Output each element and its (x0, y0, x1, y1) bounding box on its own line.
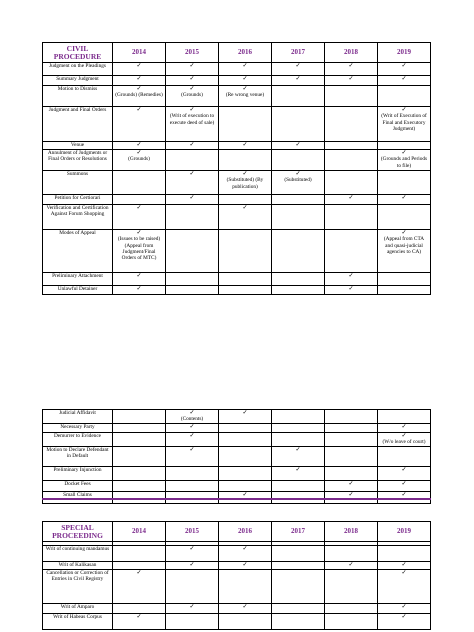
cell-note: (Grounds) (128, 156, 150, 163)
year-cell (325, 562, 378, 570)
year-cell (219, 142, 272, 150)
year-cell (219, 205, 272, 230)
year-cell (378, 491, 431, 499)
year-header: 2016 (219, 522, 272, 542)
row-label: Small Claims (43, 491, 113, 499)
table-row (43, 63, 431, 76)
checkmark-icon: ✓ (189, 562, 195, 568)
section-divider (43, 499, 431, 504)
checkmark-icon: ✓ (136, 286, 142, 292)
year-cell (113, 86, 166, 107)
cell-note: (Grounds and Periods to file) (380, 156, 428, 169)
year-cell (166, 63, 219, 76)
checkmark-icon: ✓ (136, 142, 142, 148)
year-cell (272, 150, 325, 171)
year-cell (166, 195, 219, 205)
checkmark-icon: ✓ (348, 195, 354, 201)
row-label: Cancellation or Correction of Entries in Civil Registry (43, 570, 113, 604)
year-cell (113, 424, 166, 433)
year-cell (378, 614, 431, 630)
checkmark-icon: ✓ (189, 142, 195, 148)
year-cell (272, 205, 325, 230)
year-cell (325, 171, 378, 195)
row-label: Motion to Declare Defendant in Default (43, 446, 113, 466)
checkmark-icon: ✓ (242, 205, 248, 211)
year-cell (113, 76, 166, 86)
table-row (43, 107, 431, 142)
cell-note: (Writ of execution to execute deed of sale) (169, 113, 215, 126)
checkmark-icon: ✓ (348, 76, 354, 82)
row-label: Petition for Certiorari (43, 195, 113, 205)
cell-note: (Grounds) (Remedies) (115, 92, 163, 99)
year-cell (272, 107, 325, 142)
year-cell (166, 446, 219, 466)
year-cell (113, 195, 166, 205)
cell-note: (Appeal from CTA and quasi-judicial agencies to CA) (383, 236, 425, 255)
checkmark-icon: ✓ (242, 171, 248, 177)
checkmark-icon: ✓ (242, 491, 248, 498)
row-label: Writ of Kalikasan (43, 562, 113, 570)
checkmark-icon: ✓ (136, 273, 142, 279)
year-cell (378, 205, 431, 230)
year-cell (219, 171, 272, 195)
checkmark-icon: ✓ (189, 107, 195, 113)
checkmark-icon: ✓ (242, 410, 248, 416)
civil-procedure-table-continued (42, 409, 431, 504)
year-cell (272, 562, 325, 570)
year-cell (219, 63, 272, 76)
year-cell (219, 195, 272, 205)
year-cell (219, 424, 272, 433)
checkmark-icon: ✓ (295, 446, 301, 453)
checkmark-icon: ✓ (189, 171, 195, 177)
checkmark-icon: ✓ (348, 273, 354, 279)
checkmark-icon: ✓ (295, 466, 301, 473)
table-row (43, 446, 431, 466)
year-cell (272, 433, 325, 447)
row-label: Necessary Party (43, 424, 113, 433)
year-cell (378, 230, 431, 273)
row-label: Venue (43, 142, 113, 150)
year-cell (272, 570, 325, 604)
checkmark-icon: ✓ (401, 195, 407, 201)
checkmark-icon: ✓ (295, 76, 301, 82)
year-cell (378, 410, 431, 424)
row-label: Demurrer to Evidence (43, 433, 113, 447)
year-header: 2014 (113, 522, 166, 542)
checkmark-icon: ✓ (189, 63, 195, 69)
year-cell (325, 546, 378, 562)
year-cell (113, 63, 166, 76)
checkmark-icon: ✓ (136, 86, 142, 92)
row-label: Writ of Habeas Corpus (43, 614, 113, 630)
year-cell (272, 546, 325, 562)
checkmark-icon: ✓ (189, 446, 195, 453)
row-label: Unlawful Detainer (43, 286, 113, 295)
row-label: Docket Fees (43, 480, 113, 491)
checkmark-icon: ✓ (348, 286, 354, 292)
row-label: Modes of Appeal (43, 230, 113, 273)
cell-note: (Grounds) (181, 92, 203, 99)
row-label: Annulment of Judgments or Final Orders or Resolutions (43, 150, 113, 171)
year-cell (166, 142, 219, 150)
table-row (43, 410, 431, 424)
year-cell (113, 433, 166, 447)
checkmark-icon: ✓ (348, 562, 354, 568)
checkmark-icon: ✓ (136, 107, 142, 113)
checkmark-icon: ✓ (295, 171, 301, 177)
year-cell (325, 76, 378, 86)
checkmark-icon: ✓ (348, 491, 354, 498)
row-label: Writ of continuing mandamus (43, 546, 113, 562)
year-cell (219, 410, 272, 424)
checkmark-icon: ✓ (401, 76, 407, 82)
checkmark-icon: ✓ (136, 150, 142, 156)
year-cell (113, 491, 166, 499)
table-row (43, 604, 431, 614)
year-cell (166, 273, 219, 286)
checkmark-icon: ✓ (348, 480, 354, 487)
table-row (43, 491, 431, 499)
year-header: 2019 (378, 522, 431, 542)
checkmark-icon: ✓ (189, 424, 195, 430)
table-row (43, 171, 431, 195)
year-cell (325, 86, 378, 107)
table-row (43, 424, 431, 433)
checkmark-icon: ✓ (242, 546, 248, 552)
year-cell (378, 63, 431, 76)
year-cell (113, 410, 166, 424)
year-header: 2017 (272, 43, 325, 63)
civil-procedure-table (42, 42, 431, 295)
year-cell (378, 150, 431, 171)
checkmark-icon: ✓ (401, 424, 407, 430)
checkmark-icon: ✓ (242, 562, 248, 568)
year-cell (378, 604, 431, 614)
year-cell (325, 446, 378, 466)
year-header: 2014 (113, 43, 166, 63)
checkmark-icon: ✓ (136, 570, 142, 576)
year-cell (113, 466, 166, 480)
year-cell (325, 150, 378, 171)
year-cell (166, 562, 219, 570)
year-cell (378, 446, 431, 466)
year-cell (378, 107, 431, 142)
checkmark-icon: ✓ (295, 63, 301, 69)
year-cell (378, 273, 431, 286)
table-row (43, 195, 431, 205)
year-cell (325, 195, 378, 205)
year-cell (325, 142, 378, 150)
row-label: Preliminary Attachment (43, 273, 113, 286)
special-proceeding-table (42, 521, 431, 630)
year-cell (378, 570, 431, 604)
checkmark-icon: ✓ (401, 480, 407, 487)
table-row (43, 562, 431, 570)
checkmark-icon: ✓ (136, 76, 142, 82)
year-cell (325, 570, 378, 604)
year-cell (272, 446, 325, 466)
checkmark-icon: ✓ (401, 150, 407, 156)
year-cell (113, 171, 166, 195)
year-cell (272, 230, 325, 273)
year-cell (378, 195, 431, 205)
year-header: 2016 (219, 43, 272, 63)
checkmark-icon: ✓ (401, 433, 407, 439)
year-cell (378, 86, 431, 107)
year-header: 2019 (378, 43, 431, 63)
year-cell (113, 142, 166, 150)
year-cell (113, 446, 166, 466)
table-row (43, 433, 431, 447)
year-cell (219, 480, 272, 491)
year-cell (272, 424, 325, 433)
year-cell (272, 273, 325, 286)
section-title: CIVIL PROCEDURE (43, 43, 113, 63)
year-cell (113, 205, 166, 230)
year-cell (325, 614, 378, 630)
year-cell (272, 410, 325, 424)
checkmark-icon: ✓ (401, 562, 407, 568)
cell-note: (Writ of Execution of Final and Executory Judgment) (381, 113, 427, 132)
year-cell (219, 604, 272, 614)
checkmark-icon: ✓ (189, 546, 195, 552)
year-cell (113, 230, 166, 273)
checkmark-icon: ✓ (136, 230, 142, 236)
row-label: Writ of Amparo (43, 604, 113, 614)
checkmark-icon: ✓ (136, 614, 142, 620)
year-cell (325, 410, 378, 424)
checkmark-icon: ✓ (348, 63, 354, 69)
cell-note: (Contents) (180, 416, 204, 423)
year-cell (378, 480, 431, 491)
year-cell (325, 107, 378, 142)
year-header: 2015 (166, 522, 219, 542)
checkmark-icon: ✓ (189, 410, 195, 416)
table-row (43, 570, 431, 604)
year-cell (113, 480, 166, 491)
year-cell (166, 466, 219, 480)
year-cell (166, 205, 219, 230)
year-cell (166, 480, 219, 491)
year-cell (325, 273, 378, 286)
row-label: Judgment on the Pleadings (43, 63, 113, 76)
year-cell (113, 604, 166, 614)
year-cell (325, 63, 378, 76)
checkmark-icon: ✓ (242, 604, 248, 610)
year-cell (166, 76, 219, 86)
year-cell (378, 433, 431, 447)
checkmark-icon: ✓ (189, 76, 195, 82)
year-cell (325, 480, 378, 491)
year-cell (166, 107, 219, 142)
year-cell (219, 570, 272, 604)
table-row (43, 230, 431, 273)
year-cell (325, 466, 378, 480)
checkmark-icon: ✓ (401, 614, 407, 620)
table-row (43, 546, 431, 562)
year-cell (219, 230, 272, 273)
row-label: Judgment and Final Orders (43, 107, 113, 142)
checkmark-icon: ✓ (401, 107, 407, 113)
year-cell (219, 546, 272, 562)
cell-note: (Substituted) (By publication) (226, 177, 264, 190)
year-cell (166, 150, 219, 171)
row-label: Verification and Certification Against Forum Shopping (43, 205, 113, 230)
table-row (43, 86, 431, 107)
year-cell (272, 76, 325, 86)
checkmark-icon: ✓ (401, 604, 407, 610)
checkmark-icon: ✓ (136, 205, 142, 211)
table-row (43, 286, 431, 295)
year-cell (378, 562, 431, 570)
year-cell (219, 150, 272, 171)
year-cell (166, 433, 219, 447)
year-cell (325, 205, 378, 230)
year-cell (272, 86, 325, 107)
year-cell (272, 142, 325, 150)
year-cell (113, 546, 166, 562)
year-cell (113, 562, 166, 570)
year-cell (219, 273, 272, 286)
table-row (43, 614, 431, 630)
year-cell (378, 466, 431, 480)
year-cell (272, 491, 325, 499)
table-row (43, 273, 431, 286)
year-cell (166, 604, 219, 614)
year-cell (219, 286, 272, 295)
year-cell (166, 171, 219, 195)
year-cell (272, 171, 325, 195)
year-cell (166, 491, 219, 499)
year-cell (166, 230, 219, 273)
year-header: 2018 (325, 43, 378, 63)
year-cell (219, 466, 272, 480)
year-cell (219, 433, 272, 447)
checkmark-icon: ✓ (401, 570, 407, 576)
year-cell (325, 286, 378, 295)
checkmark-icon: ✓ (401, 466, 407, 473)
year-cell (325, 604, 378, 614)
year-cell (113, 286, 166, 295)
year-cell (219, 614, 272, 630)
row-label: Summons (43, 171, 113, 195)
checkmark-icon: ✓ (189, 86, 195, 92)
year-cell (219, 76, 272, 86)
year-header: 2015 (166, 43, 219, 63)
checkmark-icon: ✓ (401, 230, 407, 236)
year-cell (325, 424, 378, 433)
table-row (43, 466, 431, 480)
year-header: 2017 (272, 522, 325, 542)
year-cell (378, 142, 431, 150)
row-label: Preliminary Injunction (43, 466, 113, 480)
year-cell (219, 446, 272, 466)
checkmark-icon: ✓ (189, 433, 195, 439)
year-cell (113, 273, 166, 286)
year-cell (378, 424, 431, 433)
year-cell (272, 614, 325, 630)
year-cell (166, 424, 219, 433)
year-cell (378, 546, 431, 562)
checkmark-icon: ✓ (189, 604, 195, 610)
cell-note: (Substituted) (284, 177, 312, 184)
table-row (43, 142, 431, 150)
year-cell (166, 286, 219, 295)
checkmark-icon: ✓ (401, 491, 407, 498)
row-label: Judicial Affidavit (43, 410, 113, 424)
table-row (43, 150, 431, 171)
cell-note: (Issues to be raised) (Appeal from Judgment/Final Orders of MTC) (117, 236, 161, 262)
year-cell (378, 76, 431, 86)
year-cell (325, 491, 378, 499)
year-cell (113, 107, 166, 142)
checkmark-icon: ✓ (242, 63, 248, 69)
section-title: SPECIAL PROCEEDING (43, 522, 113, 542)
year-cell (166, 86, 219, 107)
row-label: Summary Judgment (43, 76, 113, 86)
year-cell (272, 466, 325, 480)
checkmark-icon: ✓ (242, 76, 248, 82)
year-cell (113, 570, 166, 604)
year-cell (219, 562, 272, 570)
checkmark-icon: ✓ (136, 63, 142, 69)
row-label: Motion to Dismiss (43, 86, 113, 107)
table-row (43, 76, 431, 86)
year-cell (272, 286, 325, 295)
cell-note: (W/o leave of court) (382, 439, 426, 446)
year-cell (272, 604, 325, 614)
table-row (43, 205, 431, 230)
checkmark-icon: ✓ (242, 142, 248, 148)
year-cell (166, 570, 219, 604)
year-cell (166, 614, 219, 630)
year-cell (219, 107, 272, 142)
year-cell (325, 433, 378, 447)
year-cell (113, 614, 166, 630)
year-cell (113, 150, 166, 171)
year-cell (378, 286, 431, 295)
year-cell (378, 171, 431, 195)
checkmark-icon: ✓ (189, 195, 195, 201)
checkmark-icon: ✓ (401, 63, 407, 69)
year-cell (272, 480, 325, 491)
year-cell (219, 86, 272, 107)
year-header: 2018 (325, 522, 378, 542)
cell-note: (Re wrong venue) (225, 92, 265, 99)
checkmark-icon: ✓ (295, 142, 301, 148)
year-cell (325, 230, 378, 273)
year-cell (166, 410, 219, 424)
table-row (43, 480, 431, 491)
year-cell (272, 195, 325, 205)
year-cell (219, 491, 272, 499)
year-cell (272, 63, 325, 76)
year-cell (166, 546, 219, 562)
checkmark-icon: ✓ (242, 86, 248, 92)
